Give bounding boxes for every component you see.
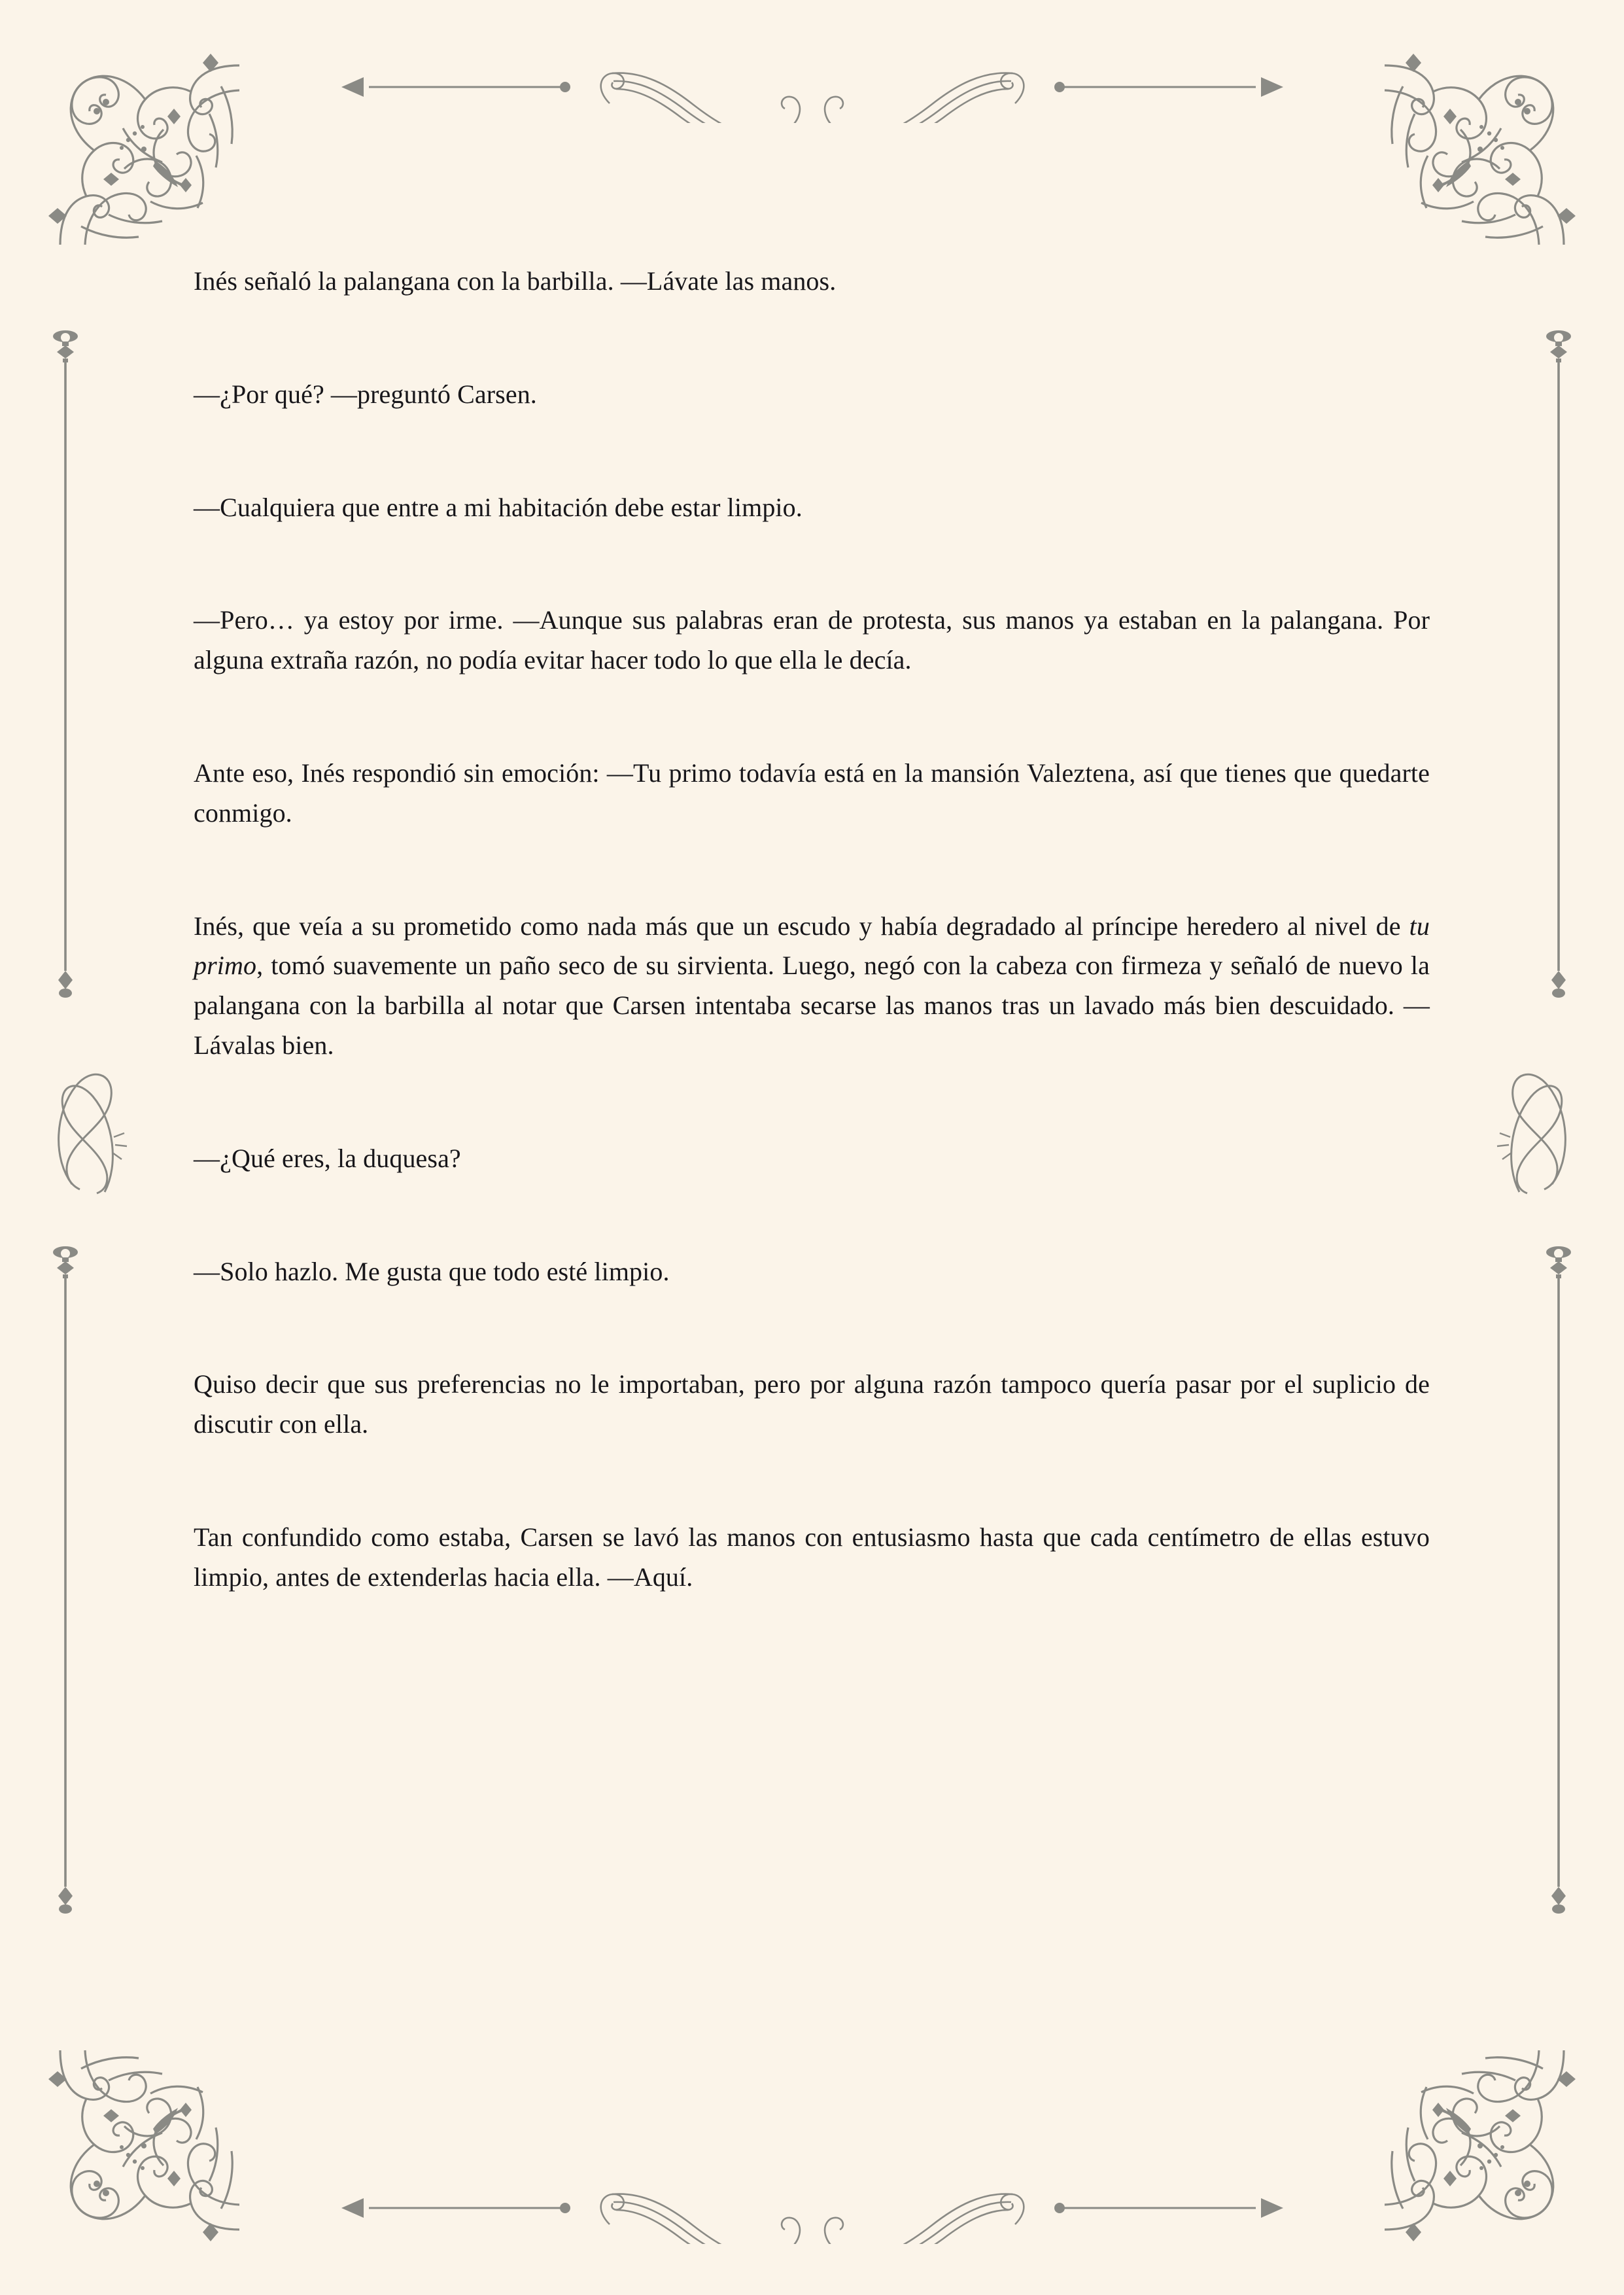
filigree-corner-ornament-bottom-left [46,2048,242,2244]
paragraph: —¿Qué eres, la duquesa? [194,1143,461,1173]
filigree-corner-ornament-top-right [1382,51,1578,247]
finial-rod-ornament-upper-right [1546,327,1572,1001]
paragraph: Quiso decir que sus preferencias no le importaban, pero por alguna razón tampoco quería pasar por el suplicio de discutir con ella. [194,1369,1430,1439]
paragraph: —Solo hazlo. Me gusta que todo esté limpio. [194,1256,670,1286]
double-arrow-flourish-divider-bottom [335,2172,1290,2244]
story-text-body [194,262,1430,1598]
ribbon-knot-flourish-right [1493,1053,1578,1197]
paragraph: —¿Por qué? —preguntó Carsen. [194,379,537,409]
paragraph: —Cualquiera que entre a mi habitación debe estar limpio. [194,492,803,522]
filigree-corner-ornament-top-left [46,51,242,247]
finial-rod-ornament-lower-right [1546,1243,1572,1917]
paragraph: Inés señaló la palangana con la barbilla. —Lávate las manos. [194,266,837,296]
paragraph: Tan confundido como estaba, Carsen se lavó las manos con entusiasmo hasta que cada centímetro de ellas estuvo limpio, antes de extenderlas hacia ella. —Aquí. [194,1522,1430,1592]
paragraph: Ante eso, Inés respondió sin emoción: —Tu primo todavía está en la mansión Valeztena, así que tienes que quedarte conmigo. [194,758,1430,828]
double-arrow-flourish-divider-top [335,51,1290,123]
ribbon-knot-flourish-left [46,1053,131,1197]
paragraph: —Pero… ya estoy por irme. —Aunque sus palabras eran de protesta, sus manos ya estaban en la palangana. Por alguna extraña razón, no podía evitar hacer todo lo que ella le decía. [194,605,1430,675]
finial-rod-ornament-upper-left [52,327,78,1001]
filigree-corner-ornament-bottom-right [1382,2048,1578,2244]
paragraph-with-italic: Inés, que veía a su prometido como nada más que un escudo y había degradado al príncipe heredero al nivel de tu primo, tomó suavemente un paño seco de su sirvienta. Luego, negó con la cabeza con firmeza y señaló de nuevo la palangana con la barbilla al notar que Carsen intentaba secarse las manos tras un lavado más bien descuidado. —Lávalas bien. [194,911,1430,1060]
finial-rod-ornament-lower-left [52,1243,78,1917]
